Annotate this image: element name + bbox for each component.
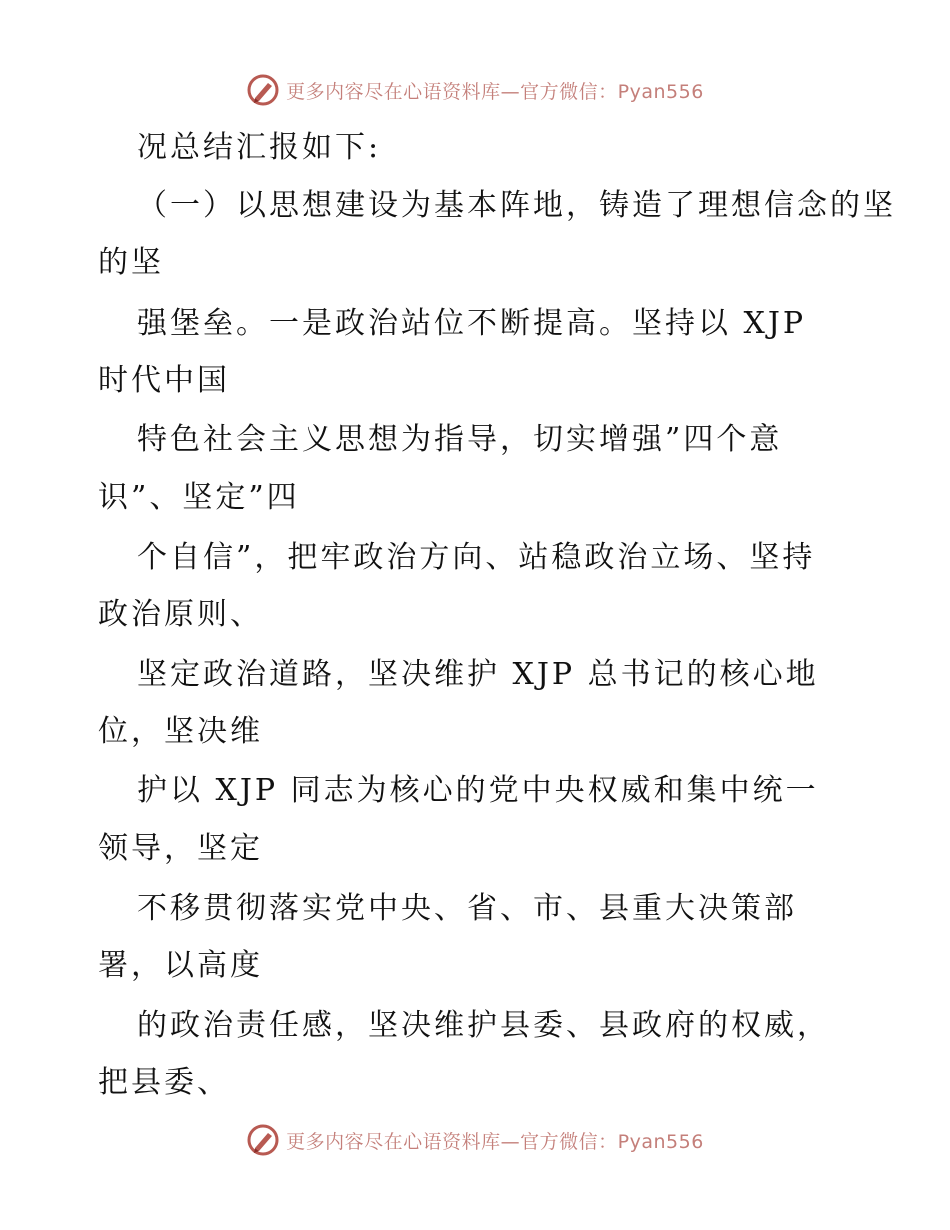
text-line: 不移贯彻落实党中央、省、市、县重大决策部 (137, 891, 797, 926)
text-line: 强堡垒。一是政治站位不断提高。坚持以 XJP (137, 306, 807, 341)
text-line: 坚定政治道路，坚决维护 XJP 总书记的核心地 (137, 657, 819, 692)
text-line: 识”、坚定”四 (98, 480, 300, 515)
text-line: 政治原则、 (98, 597, 263, 632)
header-watermark-banner (0, 68, 950, 112)
text-line: 护以 XJP 同志为核心的党中央权威和集中统一 (137, 773, 819, 808)
footer-watermark-banner (0, 1118, 950, 1162)
text-line: 的坚 (98, 245, 164, 280)
text-line: 时代中国 (98, 363, 230, 398)
text-line: 领导，坚定 (98, 831, 263, 866)
text-line: 的政治责任感，坚决维护县委、县政府的权威， (137, 1008, 830, 1043)
text-line: 特色社会主义思想为指导，切实增强”四个意 (137, 422, 783, 457)
header-watermark-text: 更多内容尽在心语资料库—官方微信：Pyan556 (286, 80, 704, 103)
footer-watermark-text: 更多内容尽在心语资料库—官方微信：Pyan556 (286, 1130, 704, 1153)
pen-seal-icon (246, 1123, 280, 1157)
text-line: 况总结汇报如下: (137, 130, 382, 165)
text-line: （一）以思想建设为基本阵地，铸造了理想信念的坚 (137, 188, 896, 223)
text-line: 把县委、 (98, 1065, 230, 1100)
pen-seal-icon (246, 73, 280, 107)
text-line: 署，以高度 (98, 948, 263, 983)
text-line: 位，坚决维 (98, 714, 263, 749)
text-line: 个自信”，把牢政治方向、站稳政治立场、坚持 (137, 540, 816, 575)
